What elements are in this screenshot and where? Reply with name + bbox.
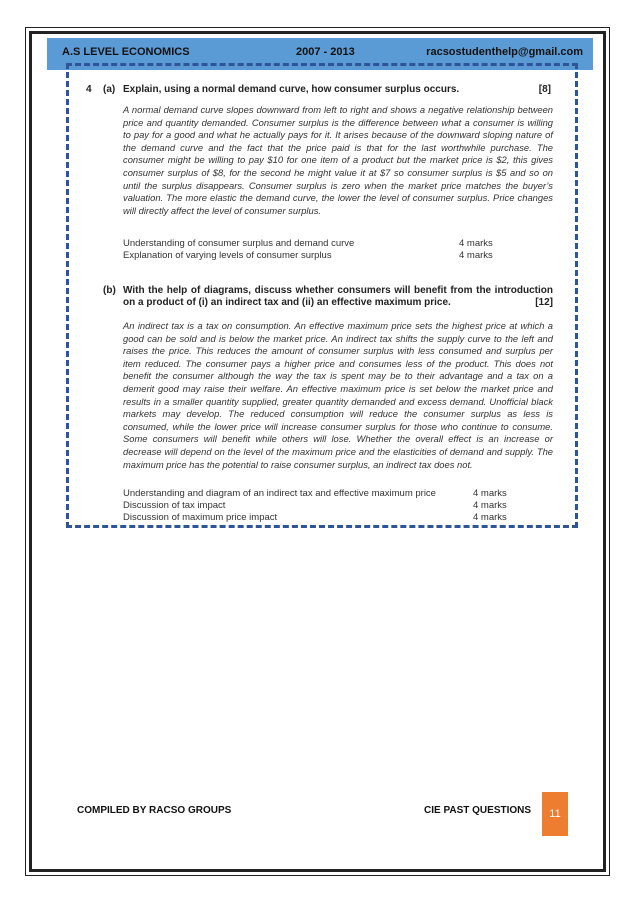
mark-scheme-label: Explanation of varying levels of consumer surplus [123, 250, 332, 261]
part-b-question [123, 285, 553, 309]
part-a-marks: [8] [538, 84, 551, 95]
part-b-question-text: With the help of diagrams, discuss whether consumers will benefit from the introduction on a product of (i) an indirect tax and (ii) an effective maximum price. [123, 285, 553, 308]
part-a-answer: A normal demand curve slopes downward from left to right and shows a negative relationship between price and quantity demanded. Consumer surplus is the difference between what a consumer is willing to pay for a good and what he actually pays for it. It arises because of the downward sloping nature of the demand curve and the fact that the price paid is that for the last worthwhile purchase. The consumer might be willing to pay $10 for one item of a product but the market price is $2, this gives consumer surplus of $8, for the second he might value it at $7 so consumer surplus is $5 and so on until the surplus disappears. Consumer surplus is zero when the market price matches the buyer’s valuation. The more elastic the demand curve, the lower the level of consumer surplus. Price changes will directly affect the level of consumer surplus. [123, 104, 553, 216]
question-number: 4 [86, 84, 92, 95]
part-b-answer: An indirect tax is a tax on consumption. An effective maximum price sets the highest price at which a good can be sold and is below the market price. An indirect tax shifts the supply curve to the left and raises the price. This reduces the amount of consumer surplus with less consumed and surplus per item reduced. The consumer pays a higher price and consumes less of the product. This does not benefit the consumer although the way the tax is spent may be to their advantage and a tax on a demerit good may raise their welfare. An effective maximum price is set below the market price and results in a smaller quantity supplied, greater quantity demanded and excess demand. Unofficial black markets may develop. The reduced consumption will reduce the consumer surplus as less is consumed, while the lower price will increase consumer surplus for those who continue to consume. Some consumers will benefit while others will lose. Whether the overall effect is an increase or decrease will depend on the level of the maximum price and the elasticities of demand and supply. The maximum price has the potential to raise consumer surplus, an indirect tax does not. [123, 320, 553, 470]
mark-scheme-value: 4 marks [473, 500, 507, 511]
header-years: 2007 - 2013 [296, 46, 355, 58]
part-a-question: Explain, using a normal demand curve, how consumer surplus occurs. [123, 84, 460, 95]
part-a-label: (a) [103, 84, 116, 95]
mark-scheme-label: Discussion of maximum price impact [123, 512, 278, 523]
mark-scheme-value: 4 marks [473, 488, 507, 499]
mark-scheme-label: Understanding of consumer surplus and demand curve [123, 238, 355, 249]
footer-compiled-by: COMPILED BY RACSO GROUPS [77, 805, 232, 816]
part-b-label: (b) [103, 285, 116, 296]
mark-scheme-value: 4 marks [473, 512, 507, 523]
header-title: A.S LEVEL ECONOMICS [62, 46, 190, 58]
part-b-marks: [12] [535, 297, 553, 308]
mark-scheme-value: 4 marks [459, 250, 493, 261]
mark-scheme-label: Understanding and diagram of an indirect tax and effective maximum price [123, 488, 436, 499]
mark-scheme-value: 4 marks [459, 238, 493, 249]
header-email: racsostudenthelp@gmail.com [426, 46, 583, 58]
page-number-badge: 11 [542, 792, 568, 836]
footer-source: CIE PAST QUESTIONS [424, 805, 532, 816]
mark-scheme-label: Discussion of tax impact [123, 500, 226, 511]
